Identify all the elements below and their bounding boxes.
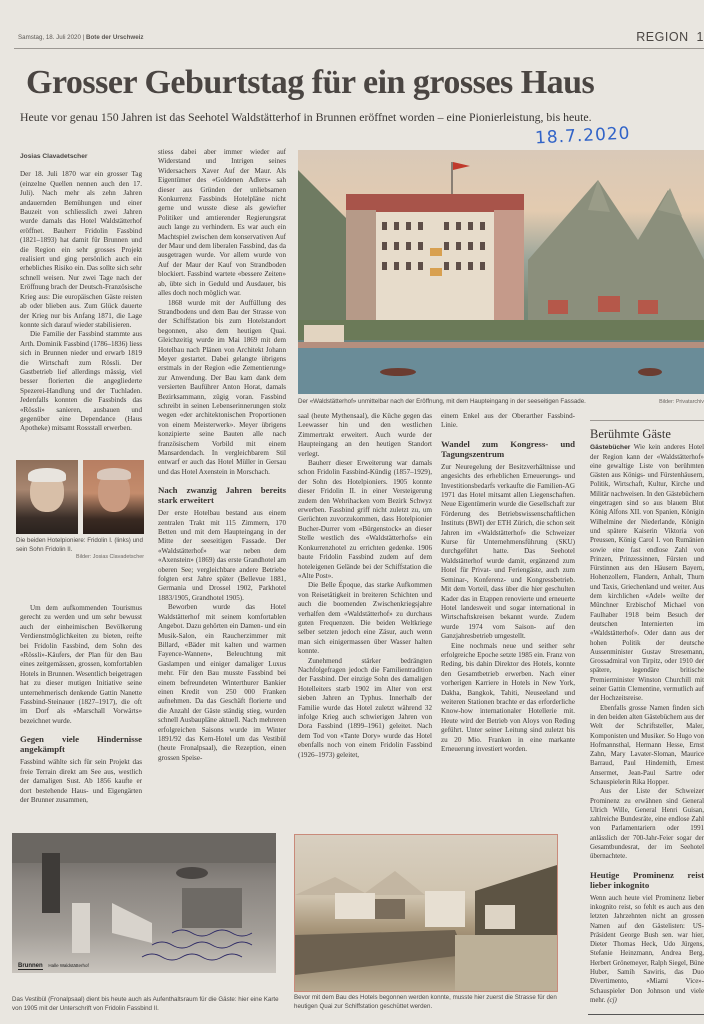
postcard-vestibule-image <box>12 833 276 973</box>
paragraph: saal (heute Mythensaal), die Küche gegen das Leewasser hin und den westlichen Zimmertrakt erweitert. Auch wurde der Haupteingang an den heutigen Standort verlegt. <box>298 412 432 458</box>
dateline: Samstag, 18. Juli 2020 | Bote der Urschweiz <box>18 34 144 41</box>
paragraph: Fassbind wählte sich für sein Projekt das freie Terrain direkt am See aus, westlich der damaligen Sust. Ab 1856 kaufte er dort bestehende Haus- und Eigengärten der Brunner zusammen, <box>20 758 142 804</box>
hotel-illustration-icon <box>298 150 704 394</box>
lead-text: Heute vor genau 150 Jahren ist das Seehotel Waldstätterhof in Brunnen eröffnet worden – eine Pionierleistung, bis heute. <box>20 110 592 124</box>
column-3 <box>298 412 432 760</box>
shore-photo-caption: Bevor mit dem Bau des Hotels begonnen werden konnte, musste hier zuerst die Strasse für den heutigen Quai zur Schiffstation geschüttet werden. <box>294 994 557 1010</box>
column-1 <box>20 152 142 434</box>
sidebar-end-rule <box>588 1014 704 1015</box>
paragraph: Aus der Liste der Schweizer Prominenz zu erwähnen sind General Ulrich Wille, General Henri Guisan, zahlreiche Bundesräte, eine endlose Zahl von Parlamentariern oder 1991 anlässlich der 700-Jahr-Feier sogar der Gesamtbundesrat, der im Seehotel übernachtete. <box>590 788 704 861</box>
paragraph: Zur Neuregelung der Besitzverhältnisse und angesichts des erheblichen Erneuerungs- und Investitionsbedarfs verkaufte die Familien-AG 1971 das Hotel mitsamt allen Liegenschaften. Neue Eigentümerin wurde die Gesellschaft zur Förderung des Betriebswissenschaftlichen Instituts (BWI) der ETH Zürich, die schon seit Jahren im «Waldstätterhof» die Schweizer Kurse für Unternehmensführung (SKU) durchgeführt hatte. Das Seehotel Waldstätterhof wurde damit, ergänzend zum Hotel für Privat- und Feriengäste, auch zum Seminar-, Konferenz- und Kongressbetrieb. Mit dem Vorteil, dass über die hier geschulten Kader das in Etappen renovierte und erneuerte Hotel landesweit und sogar international in Wirtschaftskreisen bekannt wurde. Zudem wurde 1974 vom Saison- auf den Ganzjahresbetrieb umgestellt. <box>441 462 575 641</box>
issue-date: Samstag, 18. Juli 2020 <box>18 34 81 41</box>
paragraph: Eine nochmals neue und seither sehr erfolgreiche Epoche setzte 1985 ein. Franz von Reding, bis dahin Direktor des Hotels, konnte den Gesamtbetrieb erwerben. Nach einer vorherigen Karriere in Hotels in New York, Dakha, Bangkok, Tahiti, Neuseeland und weiteren Stationen brachte er das erforderliche Know-how internationaler Hotellerie mit. Heute wird der Betrieb von Aloys von Reding geführt. Unter seiner Leitung sind zuletzt bis zu 20 Mio. Franken in eine markante Erneuerung investiert worden. <box>441 641 575 753</box>
handwritten-date-stamp: 18.7.2020 <box>534 123 631 149</box>
paragraph: 1868 wurde mit der Auffüllung des Strandbodens und dem Bau der Strasse von der Schiffstation bis zum Hotelstandort begonnen, also dem heutigen Quai. Gleichzeitig wurde im Mai 1869 mit dem Hotelbau nach Plänen von Architekt Johann Meyer gestartet. Dabei gelangte übrigens erstmals in der Region «die Zementierung» zur Anwendung. Der Bau kam dank dem versierten Bauführer Anton Horat, damals Bezirksammann, zügig voran. Fassbind schreibt in seinen Lebenserinnerungen stolz wegen «der architektonischen Proportionen von einem Meisterwerk». Meyer übrigens konzipierte seine Bauten alle nach französischem Vorbild mit einem Mansardendach. In vergleichbarem Stil entwarf er auch das Hotel Müller in Gersau und das Hotel Axenstein in Morschach. <box>158 298 286 476</box>
headline: Grosser Geburtstag für ein grosses Haus <box>26 64 595 101</box>
column-1-continued <box>20 604 142 805</box>
portrait-fridolin-ii <box>83 460 145 534</box>
photo-credit: Bilder: Privatarchiv <box>659 399 704 405</box>
sidebar-famous-guests <box>590 420 704 1005</box>
paragraph: Ebenfalls grosse Namen finden sich in den beiden alten Gästebüchern aus der Welt der Schriftsteller, Maler, Komponisten und Musiker. So Hugo von Hofmannsthal, Hermann Hesse, Ernst Zahn, Mary Lavater-Sloman, Maurice Barraud, Paul Hindemith, Ernest Ansermet, Jean-Paul Sartre oder Schauspielerin Rika Hopper. <box>590 704 704 786</box>
page-number: 1 <box>696 30 704 44</box>
paragraph: Der erste Hotelbau bestand aus einem zentralen Trakt mit 115 Zimmern, 170 Betten und mit dem Haupteingang in der Mitte der seeseitigen Fassade. Der «Waldstätterhof» war neben dem «Axenstein» (1869) das erste Grandhotel am oberen See; vergleichbare andere Betriebe folgten erst Jahre später (Bellevue 1881, Germania und Drossel 1902, Parkhotel 1883/1905, Grandhotel 1905). <box>158 509 286 602</box>
paragraph: einem Enkel aus der Oberarther Fassbind-Linie. <box>441 412 575 430</box>
subhead: Gegen viele Hindernisse angekämpft <box>20 734 142 755</box>
paragraph: Um dem aufkommenden Tourismus gerecht zu werden und um sehr bewusst auch der einheimischen Bevölkerung Verdienstmöglichkeiten zu bieten, reifte bei Fridolin Fassbind, dem Sohn des «Rössli»-Käufers, der Plan für den Bau eines zeitgemässen, grossen, komfortablen Hotels in Brunnen. Wesentlich beigetragen hat zu dieser mutigen Initiative seine unternehmerisch denkende Gattin Nanette Fassbind-Steinauer (1827–1917), die oft im Dorf als «Marschall Vorwärts» bezeichnet wurde. <box>20 604 142 725</box>
main-illustration-hotel <box>298 150 704 394</box>
shore-photo-illustration-icon <box>295 835 557 991</box>
main-image-caption: Der «Waldstätterhof» unmittelbar nach der Eröffnung, mit dem Haupteingang in der seeseitigen Fassade. Bilder: Privatarchiv <box>298 398 704 405</box>
sidebar-title: Berühmte Gäste <box>590 420 704 439</box>
portrait-fridolin-i <box>16 460 78 534</box>
postcard-label: Brunnen Halle Waldstätterhof <box>18 963 89 969</box>
author-initials: (cj) <box>607 996 617 1004</box>
column-2 <box>158 148 286 763</box>
subhead: Nach zwanzig Jahren bereits stark erweitert <box>158 485 286 506</box>
paragraph: Der 18. Juli 1870 war ein grosser Tag (einzelne Quellen nennen auch den 17. Juli). Nach mehr als zehn Jahren andauernden Bemühungen und einer Bauzeit von schliesslich zwei Jahren wurde damals das Hotel Waldstätterhof eröffnet. Bauherr Fridolin Fassbind (1821–1893) hat damit für Brunnen und die Region ein sehr grosses Projekt realisiert und ging persönlich auch ein erhebliches Risiko ein. Das sollte sich sehr schnell weisen. Nur zwei Tage nach der Eröffnung brach der Deutsch-Französische Krieg aus: Die europäischen Gäste reisten ab oder blieben aus. Zum Glück dauerte der Krieg nur bis Anfang 1871, die Lage konnte sich darauf wieder stabilisieren. <box>20 170 142 329</box>
paragraph: Wenn auch heute viel Prominenz lieber inkognito reist, so fehlt es auch aus den letzten Jahrzehnten nicht an grossen Namen auf den Gästelisten: US-Präsident George Bush sen. war hier, Dieter Thomas Heck, Udo Jürgens, Stefanie Heinzmann, Andrea Berg, Herbert Grönemeyer, Ralph Siegel, Büne Huber, Samih Sawiris, das Duo Divertimento, «Miami Vice»-Schauspieler Don Johnson und viele mehr. (cj) <box>590 894 704 1004</box>
paragraph: Die Familie der Fassbind stammte aus Arth. Dominik Fassbind (1786–1836) liess sich in Brunnen nieder und erwarb 1819 die Wirtschaft zum Rössli. Der Gastbetrieb lief allerdings mässig, viel besser florierten die angegliederte Spezerei-Handlung und der Tuchladen. Jedenfalls konnten die Fassbinds das «Rössli» sanieren, ausbauen und gegenüber eine Dependance (Haus Apotheke) mitsamt Rossstall erwerben. <box>20 330 142 433</box>
paragraph: stiess dabei aber immer wieder auf Widerstand und Intrigen seines Widersachers Xaver Auf der Maur. Als Eigentümer des «Goldenen Adlers» sah dieser aus Gründen der unliebsamen Konkurrenz Fassbinds Hotelpläne nicht gerne und wusste diese als gewiefter Politiker und amtierender Regierungsrat auch lange zu verhindern. Es war auch ein Machtspiel zwischen dem konservativen Auf der Maur und dem liberalen Fassbind, das da ausgetragen wurde. Vor allem wurde von Auf der Maur der Kauf von Strandboden blockiert. Fassbind wartete «bessere Zeiten» ab, übte sich in Geduld und Ausdauer, bis alles doch noch möglich war. <box>158 148 286 298</box>
sidebar-kicker: Gästebücher <box>590 444 631 452</box>
vestibule-illustration-icon <box>12 833 276 973</box>
portrait-caption: Die beiden Hotelpioniere: Fridolin I. (links) und sein Sohn Fridolin II. <box>16 537 143 553</box>
postcard-caption: Das Vestibül (Fronalpsaal) dient bis heute auch als Aufenthaltsraum für die Gäste: hier eine Karte von 1905 mit der Unterschrift von Fridolin Fassbind II. <box>12 996 279 1012</box>
subhead: Wandel zum Kongress- und Tagungszentrum <box>441 438 575 459</box>
publication-name: Bote der Urschweiz <box>86 34 144 41</box>
column-4 <box>441 412 575 754</box>
subhead: Heutige Prominenz reist lieber inkognito <box>590 869 704 890</box>
paragraph: Beworben wurde das Hotel Waldstätterhof mit seinem komfortablen Angebot. Dazu gehörten ein Damen- und ein Musik-Salon, ein Raucherzimmer mit Billard, «Bäder mit kalten und warmen Fayence-Wannen», Beleuchtung mit Gaslampen und einiger damaliger Luxus mehr. Für den Bau musste Fassbind bei einem befreundeten Winterthurer Bankier einen Kredit von 250 000 Franken aufnehmen. Da das Geschäft florierte und die Anzahl der Gäste ständig stieg, wurden schnell Ausbaupläne aktuell. Nach mehreren erfolgreichen Saisons wurde im Winter 1891/92 das Kern-Hotel um das Vestibül (heute Fronalpsaal), die Rezeption, einen grossen Speise- <box>158 603 286 762</box>
portraits-figure <box>16 460 144 560</box>
paragraph: Zunehmend stärker bedrängten Nachfolgefragen jedoch die Familientradition der Fassbind. Der einzige Sohn des damaligen Hotelleiters starb 1902 im Alter von erst sieben Jahren an Typhus. Innerhalb der Familie wurde das Hotel zuletzt während 32 infolge Krieg auch schwierigen Jahren von Dora Fassbind (1899–1961) geleitet. Nach dem Tod von «Tante Dory» wurde das Hotel ebenfalls noch von einem Fridolin Fassbind (1926–1973) geleitet, <box>298 656 432 759</box>
byline: Josias Clavadetscher <box>20 153 88 160</box>
historic-shore-photo <box>294 834 558 992</box>
paragraph: Gästebücher Wie kein anderes Hotel der Region kann der «Waldstätterhof» eine gewaltige Liste von berühmten Gästen aus Königs- und Fürstenhäusern, Politik, Wirtschaft, Kultur, Kirche und Militär nachweisen. In den Gästebüchern eingetragen sind so aus blauem Blut König Alfons XII. von Spanien, Königin Wilhelmine der Niederlande, Königin und spätere Kaiserin Viktoria von Preussen, König Carol I. von Rumänien sowie eine fast endlose Zahl von Prinzen, Prinzessinnen, Fürsten und Fürstinnen aus den Häusern Bayern, Hohenzollern, Flandern, Anhalt, Thurn und Taxis, Griechenland und weiter. Aus dem kirchlichen «Adel» weilte der Münchner Erzbischof Michael von Faulhaber 1918 beim Besuch der deutschen Internierten im «Waldstätterhof». Oder dann aus der hohen Politik der deutsche Aussenminister Gustav Stresemann, Grossadmiral von Tirpitz, oder 1910 der spätere, legendäre britische Premierminister Winston Churchill mit seiner Gattin Clementine, vermutlich auf der Hochzeitsreise. <box>590 444 704 703</box>
section-label: REGION 1 <box>636 30 704 44</box>
paragraph: Bauherr dieser Erweiterung war damals schon Fridolin Fassbind-Kündig (1857–1929), der Sohn des Hotelpioniers. 1905 konnte dieser Fridolin II. in einer Versteigerung zudem den Wehrihacken vom Bezirk Schwyz erwerben. Fassbind griff nicht zuletzt zu, um Gerüchten zuvorzukommen, dass Hotelpionier Bucher-Durrer vom «Bürgenstock» an dieser Stelle westlich des «Waldstätterhofs» ein Konkurrenzhotel zu errichten gedenke. 1906 baute Fridolin Fassbind zudem auf dem hoteleigenen Gelände bei der Schiffstation die «Alte Post». <box>298 459 432 580</box>
page-header <box>14 30 704 49</box>
paragraph: Die Belle Époque, das starke Aufkommen von Reisetätigkeit in breiteren Schichten und auch die boomenden Zwischenkriegsjahre verhalfen dem «Waldstätterhof» zu durchaus guten Frequenzen. Die beiden Weltkriege selber setzten jedoch eine Zäsur, auch wenn man sich einigermassen über Wasser halten konnte. <box>298 581 432 656</box>
photo-credit: Bilder: Josias Clavadetscher <box>75 554 144 561</box>
